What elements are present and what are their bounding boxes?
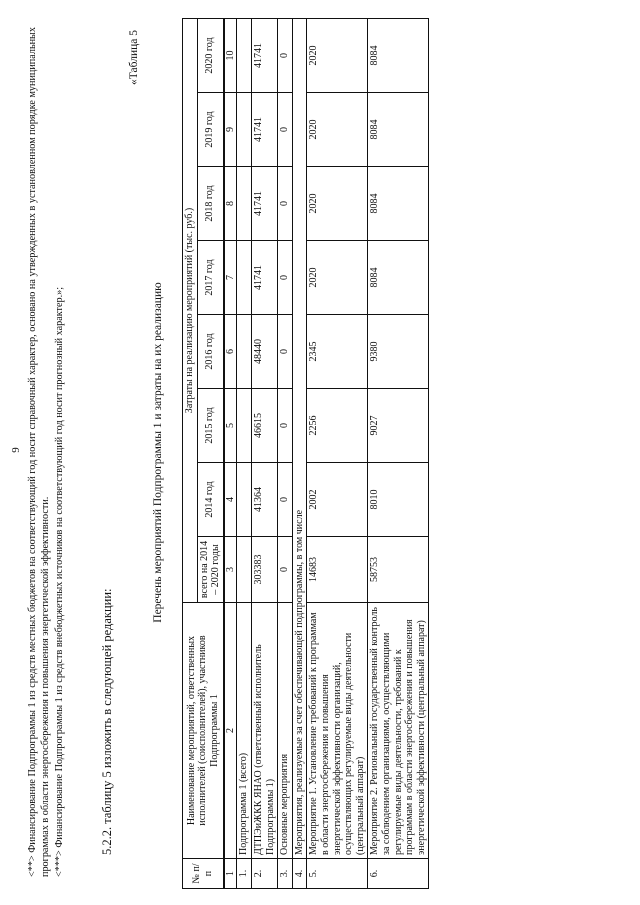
instruction-text: 5.2.2. таблицу 5 изложить в следующей редакции: [100,588,114,855]
cell-year-value: 8084 [368,93,429,167]
header-year: 2017 год [197,241,224,315]
table-title: Перечень мероприятий Подпрограммы 1 и затраты на их реализацию [152,282,164,623]
cell-total: 14683 [307,537,368,603]
cell-year-value: 48440 [251,315,277,389]
table-row [251,18,277,888]
table-row [292,18,307,888]
cell-year-value: 8084 [368,167,429,241]
cell-year-value: 2256 [307,389,368,463]
row-number: 5. [307,859,368,889]
header-year: 2018 год [197,167,224,241]
table-row [368,18,429,888]
cell-year-value: 41741 [251,167,277,241]
column-index: 2 [224,603,237,859]
header-num: № п/п [183,859,224,889]
cell-year-value [237,18,252,92]
cell-year-value: 2020 [307,167,368,241]
cell-year-value [237,93,252,167]
cell-year-value: 2002 [307,463,368,537]
column-index: 7 [224,241,237,315]
cell-year-value: 0 [278,167,293,241]
table-row [237,18,252,888]
cell-year-value: 41364 [251,463,277,537]
header-year: 2019 год [197,93,224,167]
footnote-local-budgets: <**> Финансирование Подпрограммы 1 из средств местных бюджетов на соответствующий год носит справочный характер, основано на утвержденных в установленном порядке муниципальных программах в области энергосбережения и повышения энергетической эффективности. [27,27,52,877]
row-name: Основные мероприятия [278,603,293,859]
cell-year-value: 2345 [307,315,368,389]
header-year: 2016 год [197,315,224,389]
cell-year-value: 0 [278,389,293,463]
header-year: 2014 год [197,463,224,537]
table-reference: «Таблица 5 [128,30,140,85]
cell-year-value: 8084 [368,241,429,315]
cell-year-value: 9027 [368,389,429,463]
column-index: 1 [224,859,237,889]
header-year: 2015 год [197,389,224,463]
header-total: всего на 2014 – 2020 годы [197,537,224,603]
cell-year-value [237,241,252,315]
cell-year-value: 2020 [307,18,368,92]
cell-year-value: 41741 [251,93,277,167]
column-index: 5 [224,389,237,463]
table-row [278,18,293,888]
page-number: 9 [10,447,22,453]
cell-year-value: 0 [278,315,293,389]
column-index: 4 [224,463,237,537]
row-number: 3. [278,859,293,889]
footnote-extrabudgetary: <***> Финансирование Подпрограммы 1 из средств внебюджетных источников на соответствующий год носит прогнозный характер.»; [53,286,65,877]
cell-total: 303383 [251,537,277,603]
cell-year-value [237,389,252,463]
cell-year-value: 9380 [368,315,429,389]
footnotes [26,17,66,877]
row-name: ДТПЭиЖКК ЯНАО (ответственный исполнитель Подпрограммы 1) [251,603,277,859]
row-number: 1. [237,859,252,889]
table-row [307,18,368,888]
cell-year-value: 0 [278,18,293,92]
cell-year-value [237,167,252,241]
measures-table [182,18,429,889]
cell-year-value: 8010 [368,463,429,537]
cell-total [237,537,252,603]
row-number: 6. [368,859,429,889]
cell-year-value: 0 [278,93,293,167]
row-name: Мероприятия, реализуемые за счет обеспечивающей подпрограммы, в том числе [292,18,307,858]
row-number: 2. [251,859,277,889]
cell-year-value [237,463,252,537]
row-name: Мероприятие 1. Установление требований к программам в области энергосбережения и повышения энергетической эффективности организаций, осуществляющих регулируемые виды деятельности (центральный аппарат) [307,603,368,859]
header-year: 2020 год [197,18,224,92]
row-name: Подпрограмма 1 (всего) [237,603,252,859]
cell-year-value: 46615 [251,389,277,463]
cell-total: 58753 [368,537,429,603]
column-index: 9 [224,93,237,167]
column-index: 10 [224,18,237,92]
table-body [224,18,429,888]
row-name: Мероприятие 2. Региональный государственный контроль за соблюдением организациями, осуществляющими регулируемые виды деятельности, требований к программам в области энергосбережения и повышения энергетической эффективности (центральный аппарат) [368,603,429,859]
column-index: 6 [224,315,237,389]
cell-year-value: 0 [278,241,293,315]
column-index: 8 [224,167,237,241]
cell-year-value: 2020 [307,241,368,315]
header-name: Наименование мероприятий, ответственных исполнителей (соисполнителей), участников Подпрограммы 1 [183,603,224,859]
cell-year-value: 41741 [251,241,277,315]
row-number: 4. [292,859,307,889]
column-index: 3 [224,537,237,603]
cell-total: 0 [278,537,293,603]
cell-year-value: 2020 [307,93,368,167]
cell-year-value: 0 [278,463,293,537]
cell-year-value [237,315,252,389]
cell-year-value: 8084 [368,18,429,92]
header-costs: Затраты на реализацию мероприятий (тыс. руб.) [183,18,198,602]
column-index-row [224,18,237,888]
cell-year-value: 41741 [251,18,277,92]
